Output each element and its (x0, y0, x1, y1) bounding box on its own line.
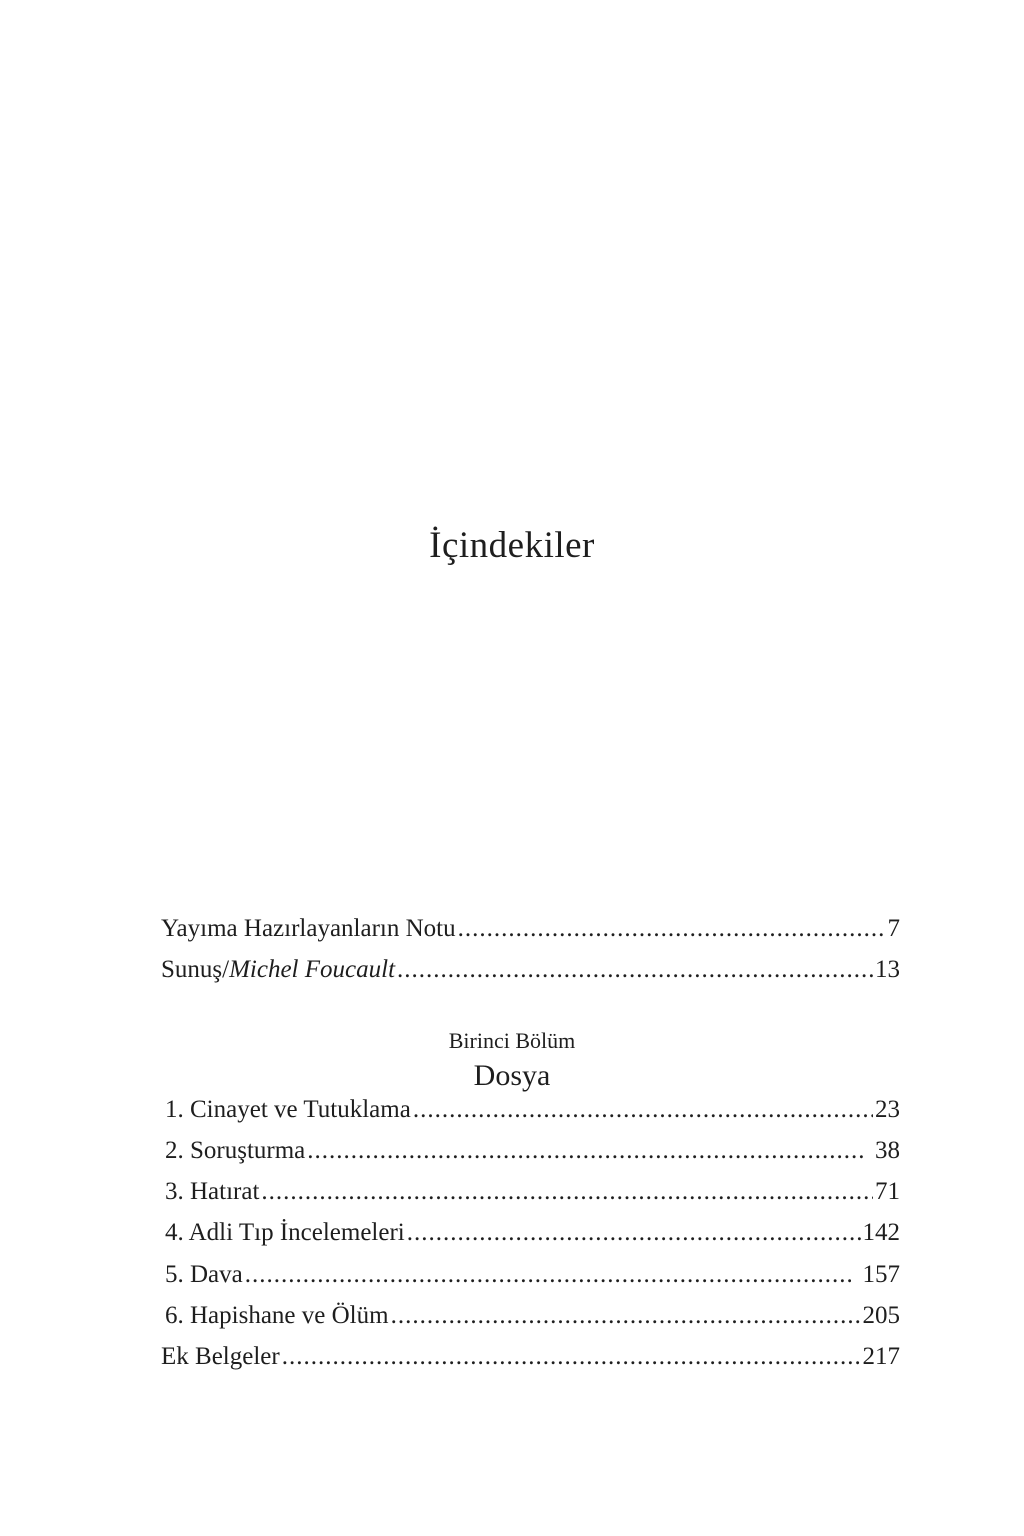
toc-entry-presentation (161, 954, 900, 986)
part-kicker: Birinci Bölüm (448, 1028, 576, 1053)
toc-leader-dots (413, 1094, 873, 1126)
toc-entry-page: 7 (887, 915, 900, 942)
toc-entry-label: Sunuş/ (161, 956, 230, 983)
toc-entry-page: 71 (875, 1178, 900, 1205)
toc-entry-chapter-3 (165, 1176, 900, 1208)
toc-entry-chapter-2 (165, 1135, 900, 1167)
toc-leader-dots (397, 954, 873, 986)
toc-entry-chapter-5 (165, 1259, 900, 1291)
toc-entry-label: 2. Soruşturma (165, 1137, 306, 1164)
part-title: Dosya (473, 1059, 551, 1092)
toc-entry-editors-note (161, 913, 900, 945)
toc-entry-page: 205 (862, 1302, 900, 1329)
toc-leader-dots (407, 1217, 861, 1249)
toc-entry-label-group (161, 954, 395, 986)
toc-leader-dots (245, 1259, 851, 1291)
toc-entry-appendix (161, 1341, 900, 1373)
toc-entry-label: Ek Belgeler (161, 1343, 280, 1370)
toc-entry-chapter-4 (165, 1217, 900, 1249)
toc-entry-label: 4. Adli Tıp İncelemeleri (165, 1219, 405, 1246)
toc-entry-chapter-1 (165, 1094, 900, 1126)
toc-leader-dots (307, 1135, 863, 1167)
toc-leader-dots (458, 913, 886, 945)
toc-entry-page: 142 (862, 1219, 900, 1246)
toc-entry-label: 1. Cinayet ve Tutuklama (165, 1096, 411, 1123)
toc-entry-page: 157 (862, 1261, 900, 1288)
toc-entry-chapter-6 (165, 1300, 900, 1332)
toc-entry-page: 13 (875, 956, 900, 983)
toc-entry-label: Yayıma Hazırlayanların Notu (161, 915, 456, 942)
toc-leader-dots (391, 1300, 861, 1332)
toc-leader-dots (282, 1341, 861, 1373)
toc-leader-dots (261, 1176, 873, 1208)
toc-entry-page: 217 (862, 1343, 900, 1370)
toc-entry-page: 23 (875, 1096, 900, 1123)
toc-entry-author: Michel Foucault (229, 956, 396, 983)
toc-entry-label: 6. Hapishane ve Ölüm (165, 1302, 389, 1329)
toc-entry-page: 38 (875, 1137, 900, 1164)
toc-entry-label: 5. Dava (165, 1261, 243, 1288)
toc-entry-label: 3. Hatırat (165, 1178, 260, 1205)
page-title: İçindekiler (429, 525, 595, 566)
